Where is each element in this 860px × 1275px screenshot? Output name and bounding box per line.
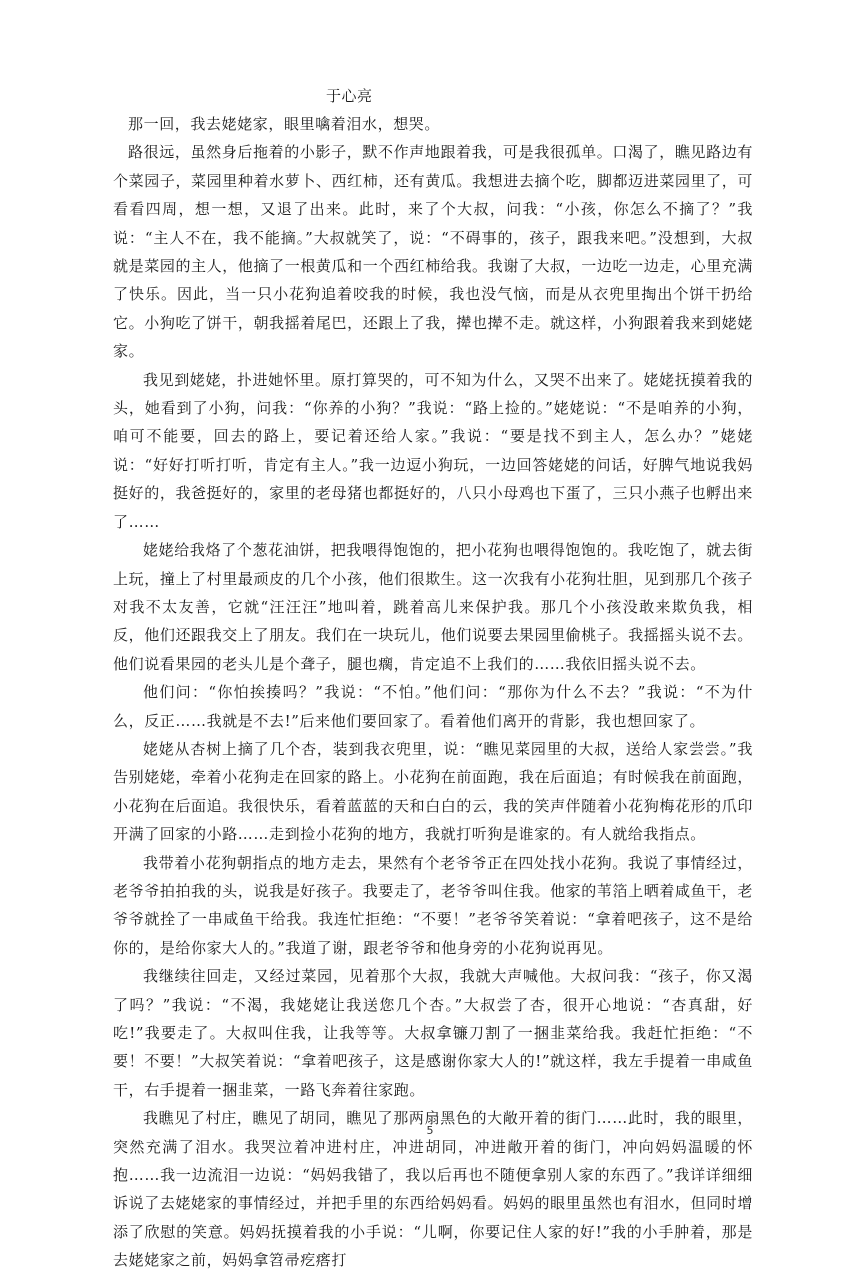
paragraph: 我继续往回走，又经过菜园，见着那个大叔，我就大声喊他。大叔问我：“孩子，你又渴了吗？”我说：“不渴，我姥姥让我送您几个杏。”大叔尝了杏，很开心地说：“杏真甜，好吃!”我要走了。大叔叫住我，让我等等。大叔拿镰刀割了一捆韭菜给我。我赶忙拒绝：“不要！不要！”大叔笑着说：“拿着吧孩子，这是感谢你家大人的!”就这样，我左手提着一串咸鱼干，右手提着一捆韭菜，一路飞奔着往家跑。 [113, 967, 753, 1099]
paragraph: 姥姥给我烙了个葱花油饼，把我喂得饱饱的，把小花狗也喂得饱饱的。我吃饱了，就去街上玩，撞上了村里最顽皮的几个小孩，他们很欺生。这一次我有小花狗壮胆，见到那几个孩子对我不太友善，它就“汪汪汪”地叫着，跳着高儿来保护我。那几个小孩没敢来欺负我，相反，他们还跟我交上了朋友。我们在一块玩儿，他们说要去果园里偷桃子。我摇摇头说不去。他们说看果园的老头儿是个聋子，腿也瘸，肯定追不上我们的……我依旧摇头说不去。 [113, 541, 753, 673]
paragraph: 我带着小花狗朝指点的地方走去，果然有个老爷爷正在四处找小花狗。我说了事情经过，老爷爷拍拍我的头，说我是好孩子。我要走了，老爷爷叫住我。他家的苇箔上晒着咸鱼干，老爷爷就拴了一串咸鱼干给我。我连忙拒绝：“不要！”老爷爷笑着说：“拿着吧孩子，这不是给你的，是给你家大人的。”我道了谢，跟老爷爷和他身旁的小花狗说再见。 [113, 853, 753, 957]
paragraph: 我瞧见了村庄，瞧见了胡同，瞧见了那两扇黑色的大敞开着的街门……此时，我的眼里，突然充满了泪水。我哭泣着冲进村庄，冲进胡同，冲进敞开着的街门，冲向妈妈温暖的怀抱……我一边流泪一边说：“妈妈我错了，我以后再也不随便拿别人家的东西了。”我详详细细诉说了去姥姥家的事情经过，并把手里的东西给妈妈看。妈妈的眼里虽然也有泪水，但同时增添了欣慰的笑意。妈妈抚摸着我的小手说：“儿啊，你要记住人家的好!”我的小手肿着，那是去姥姥家之前，妈妈拿笤帚疙瘩打 [113, 1109, 753, 1270]
paragraph: 姥姥从杏树上摘了几个杏，装到我衣兜里，说：“瞧见菜园里的大叔，送给人家尝尝。”我告别姥姥，牵着小花狗走在回家的路上。小花狗在前面跑，我在后面追；有时候我在前面跑，小花狗在后面追。我很快乐，看着蓝蓝的天和白白的云，我的笑声伴随着小花狗梅花形的爪印开满了回家的小路……走到捡小花狗的地方，我就打听狗是谁家的。有人就给我指点。 [113, 739, 753, 844]
paragraph: 路很远，虽然身后拖着的小影子，默不作声地跟着我，可是我很孤单。口渴了，瞧见路边有个菜园子，菜园里种着水萝卜、西红柿，还有黄瓜。我想进去摘个吃，脚都迈进菜园里了，可看看四周，想一想，又退了出来。此时，来了个大叔，问我：“小孩，你怎么不摘了？”我说：“主人不在，我不能摘。”大叔就笑了，说：“不碍事的，孩子，跟我来吧。”没想到，大叔就是菜园的主人，他摘了一根黄瓜和一个西红柿给我。我谢了大叔，一边吃一边走，心里充满了快乐。因此，当一只小花狗追着咬我的时候，我也没气恼，而是从衣兜里掏出个饼干扔给它。小狗吃了饼干，朝我摇着尾巴，还跟上了我，撵也撵不走。就这样，小狗跟着我来到姥姥家。 [113, 143, 753, 361]
paragraph: 那一回，我去姥姥家，眼里噙着泪水，想哭。 [128, 115, 441, 133]
author-name: 于心亮 [326, 87, 373, 105]
story-body [113, 110, 753, 1275]
page-number: 5 [426, 1124, 434, 1137]
paragraph: 他们问：“你怕挨揍吗？”我说：“不怕。”他们问：“那你为什么不去？”我说：“不为什么，反正……我就是不去!”后来他们要回家了。看着他们离开的背影，我也想回家了。 [113, 683, 753, 730]
paragraph: 我见到姥姥，扑进她怀里。原打算哭的，可不知为什么，又哭不出来了。姥姥抚摸着我的头，她看到了小狗，问我：“你养的小狗？”我说：“路上捡的。”姥姥说：“不是咱养的小狗，咱可不能要，回去的路上，要记着还给人家。”我说：“要是找不到主人，怎么办？”姥姥说：“好好打听打听，肯定有主人。”我一边逗小狗玩，一边回答姥姥的问话，好脾气地说我妈挺好的，我爸挺好的，家里的老母猪也都挺好的，八只小母鸡也下蛋了，三只小燕子也孵出来了…… [113, 370, 753, 531]
